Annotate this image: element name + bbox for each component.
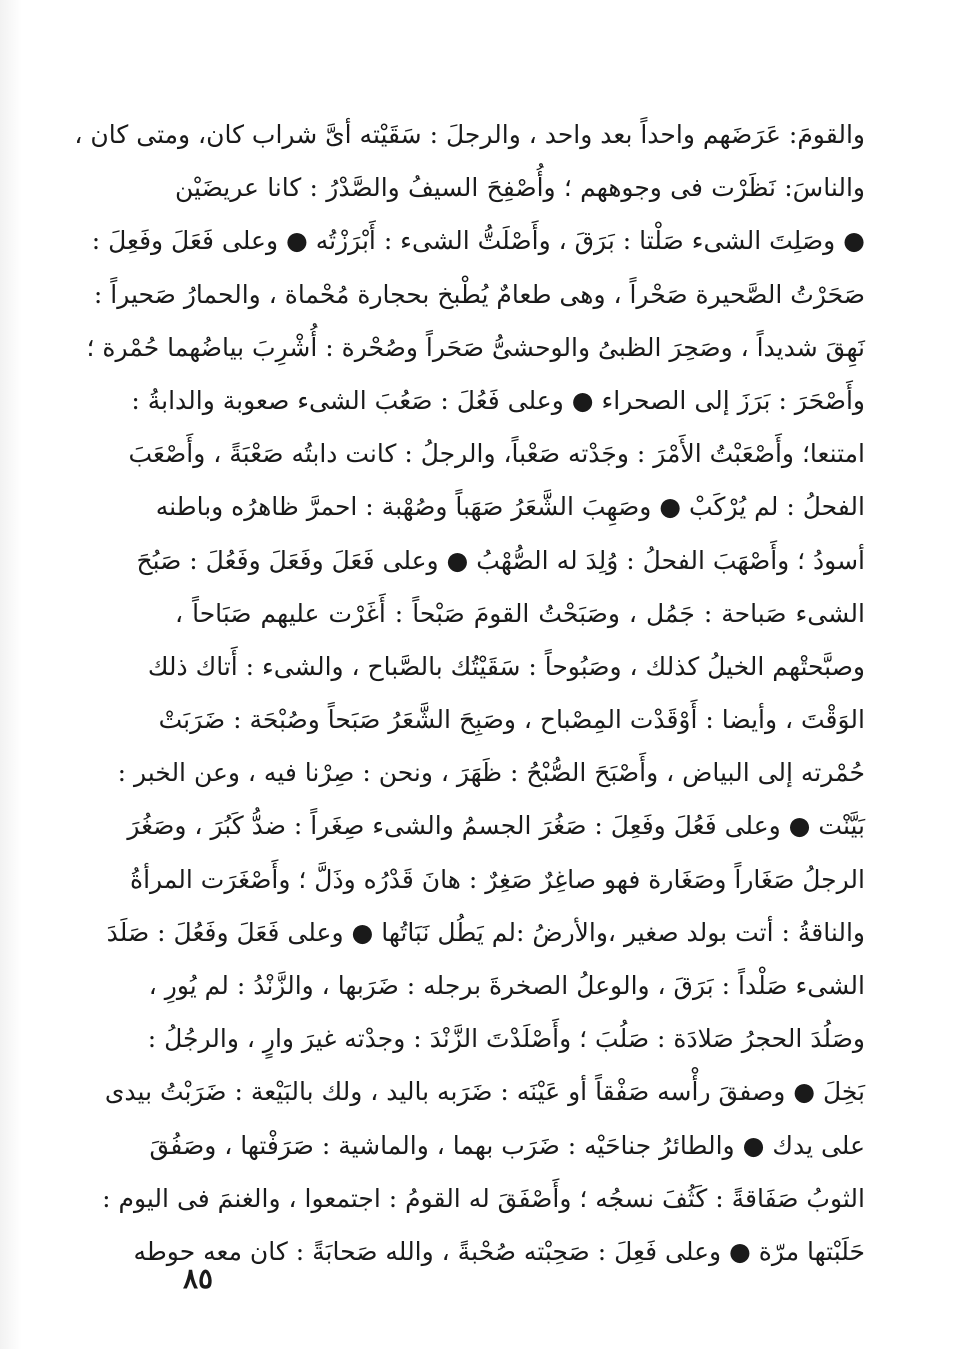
text-line: الفحلُ : لم يُرْكَبْ ● وصَهِبَ الشَّعَرُ صَهَباً وصُهْبة : احمرَّ ظاهرُه وباطنه — [155, 492, 865, 522]
text-line: أسودُ ؛ وأَصْهَبَ الفحلُ : وُلِدَ له الصُّهْبُ ● وعلى فَعَلَ وفَعَلَ وفَعُلَ : صَبُحَ — [136, 545, 865, 575]
text-line: والناقةُ : أتت بولد صغير ،والأرضُ :لم يَطُل نَبَاتُها ● وعلى فَعَلَ وفَعُلَ : صَلَدَ — [106, 917, 865, 947]
text-line: وصَلُدَ الحجرُ صَلادَة : صَلُبَ ؛ وأَصْلَدْتَ الزَّنْدَ : وجدْته غيرَ وارٍ ، والرجُلُ : — [147, 1024, 865, 1054]
text-line: بَخِلَ ● وصفقَ رأْسه صَفْقاً أو عَيْنَه : ضَرَبه باليد ، ولك بالبَيْعة : ضَرَبْتُ بيدى — [104, 1077, 865, 1107]
text-line: الثوبُ صَفَاقةً : كَثُفَ نسجُه ؛ وأَصْفَقَ له القومُ : اجتمعوا ، والغنمَ فى اليوم : — [102, 1183, 865, 1213]
text-line: الشىء صَباحة : جَمُل ، وصَبَحْتُ القومَ صَبْحاً : أَغَرْت عليهم صَبَاحاً ، — [175, 598, 865, 628]
text-line: على يدك ● والطائرُ جناحَيْه : ضَرَب بهما ، والماشية : صَرَفْتها ، وصَفُقَ — [149, 1130, 865, 1160]
text-line: صَحَرْتُ الصَّحيرة صَحْراً ، وهى طعامٌ يُطْبخ بحجارة مُحْماة ، والحمارُ صَحيراً : — [93, 279, 865, 309]
text-line: والقومَ: عَرَضَهم واحداً بعد واحد ، والرجلَ : سَقَيْته أىَّ شراب كان، ومتى كان ، — [74, 120, 865, 149]
text-line: الوَقْتَ ، وأيضا : أَوْقَدْت المِصْباح ، وصَبِحَ الشَّعَرُ صَبَحاً وصُبْحَة : ضَرَبَتْ — [158, 705, 865, 735]
text-line: الشىء صَلْداً : بَرَقَ ، والوعلُ الصخرةَ برجله : ضَرَبها ، والزَّنْدُ : لم يُورِ ، — [148, 971, 865, 1000]
page-number: ٨٥ — [183, 1262, 214, 1295]
text-line: بَيَّنْت ● وعلى فَعُلَ وفَعِلَ : صَغُرَ الجسمُ والشىء صِغَراً : ضدُّ كَبُرَ ، وصَغُرَ — [127, 811, 865, 841]
text-line: نَهِقَ شديداً ، وصَحِرَ الظبىُ والوحشىُّ صَحَراً وصُحْرة : أُشْرِبَ بياضُهما حُمْرة ؛ — [86, 332, 865, 362]
text-line: وأَصْحَرَ : بَرَزَ إلى الصحراء ● وعلى فَعُلَ : صَعُبَ الشىء صعوبة والدابةُ : — [131, 385, 865, 415]
arabic-text-block — [74, 108, 865, 1278]
text-line: حَلَبْتها مرّة ● وعلى فَعِلَ : صَحِبْته صُحْبةً ، والله صَحابَةً : كان معه حوطه — [133, 1236, 865, 1266]
text-line: حُمْرته إلى البياض ، وأَصْبَحَ الصُّبْحُ : ظَهَرَ ، ونحن : صِرْنا فيه ، وعن الخبر : — [117, 758, 865, 788]
scan-edge-shadow — [0, 0, 22, 1349]
text-line: ● وصَلِتَ الشىء صَلْتا : بَرَقَ ، وأَصْلَتُّ الشىء : أَبْرَزْتُه ● وعلى فَعَلَ وفَعِلَ : — [91, 226, 865, 256]
text-line: امتنعا؛ وأَصْعَبْتُ الأَمْرَ : وجَدْته صَعْباً، والرجلُ : كانت دابتُه صَعْبَةً ، وأَصْعَبَ — [128, 439, 865, 469]
text-line: والناسَ: نَظَرْت فى وجوههم ؛ وأُصْفِحَ السيفُ والصَّدْرُ : كانا عريضَيْن — [175, 173, 865, 203]
text-line: وصبَّحتْهم الخيلُ كذلك ، وصَبُوحاً : سَقَيْتُك بالصَّباح ، والشىء : أَتاك ذلك — [147, 651, 865, 681]
text-line: الرجلُ صَغَاراً وصَغَارة فهو صاغِرٌ صَغِرٌ : هانَ قَدْرُه وذَلَّ ؛ وأَصْغَرَت المرأةُ — [130, 864, 865, 894]
